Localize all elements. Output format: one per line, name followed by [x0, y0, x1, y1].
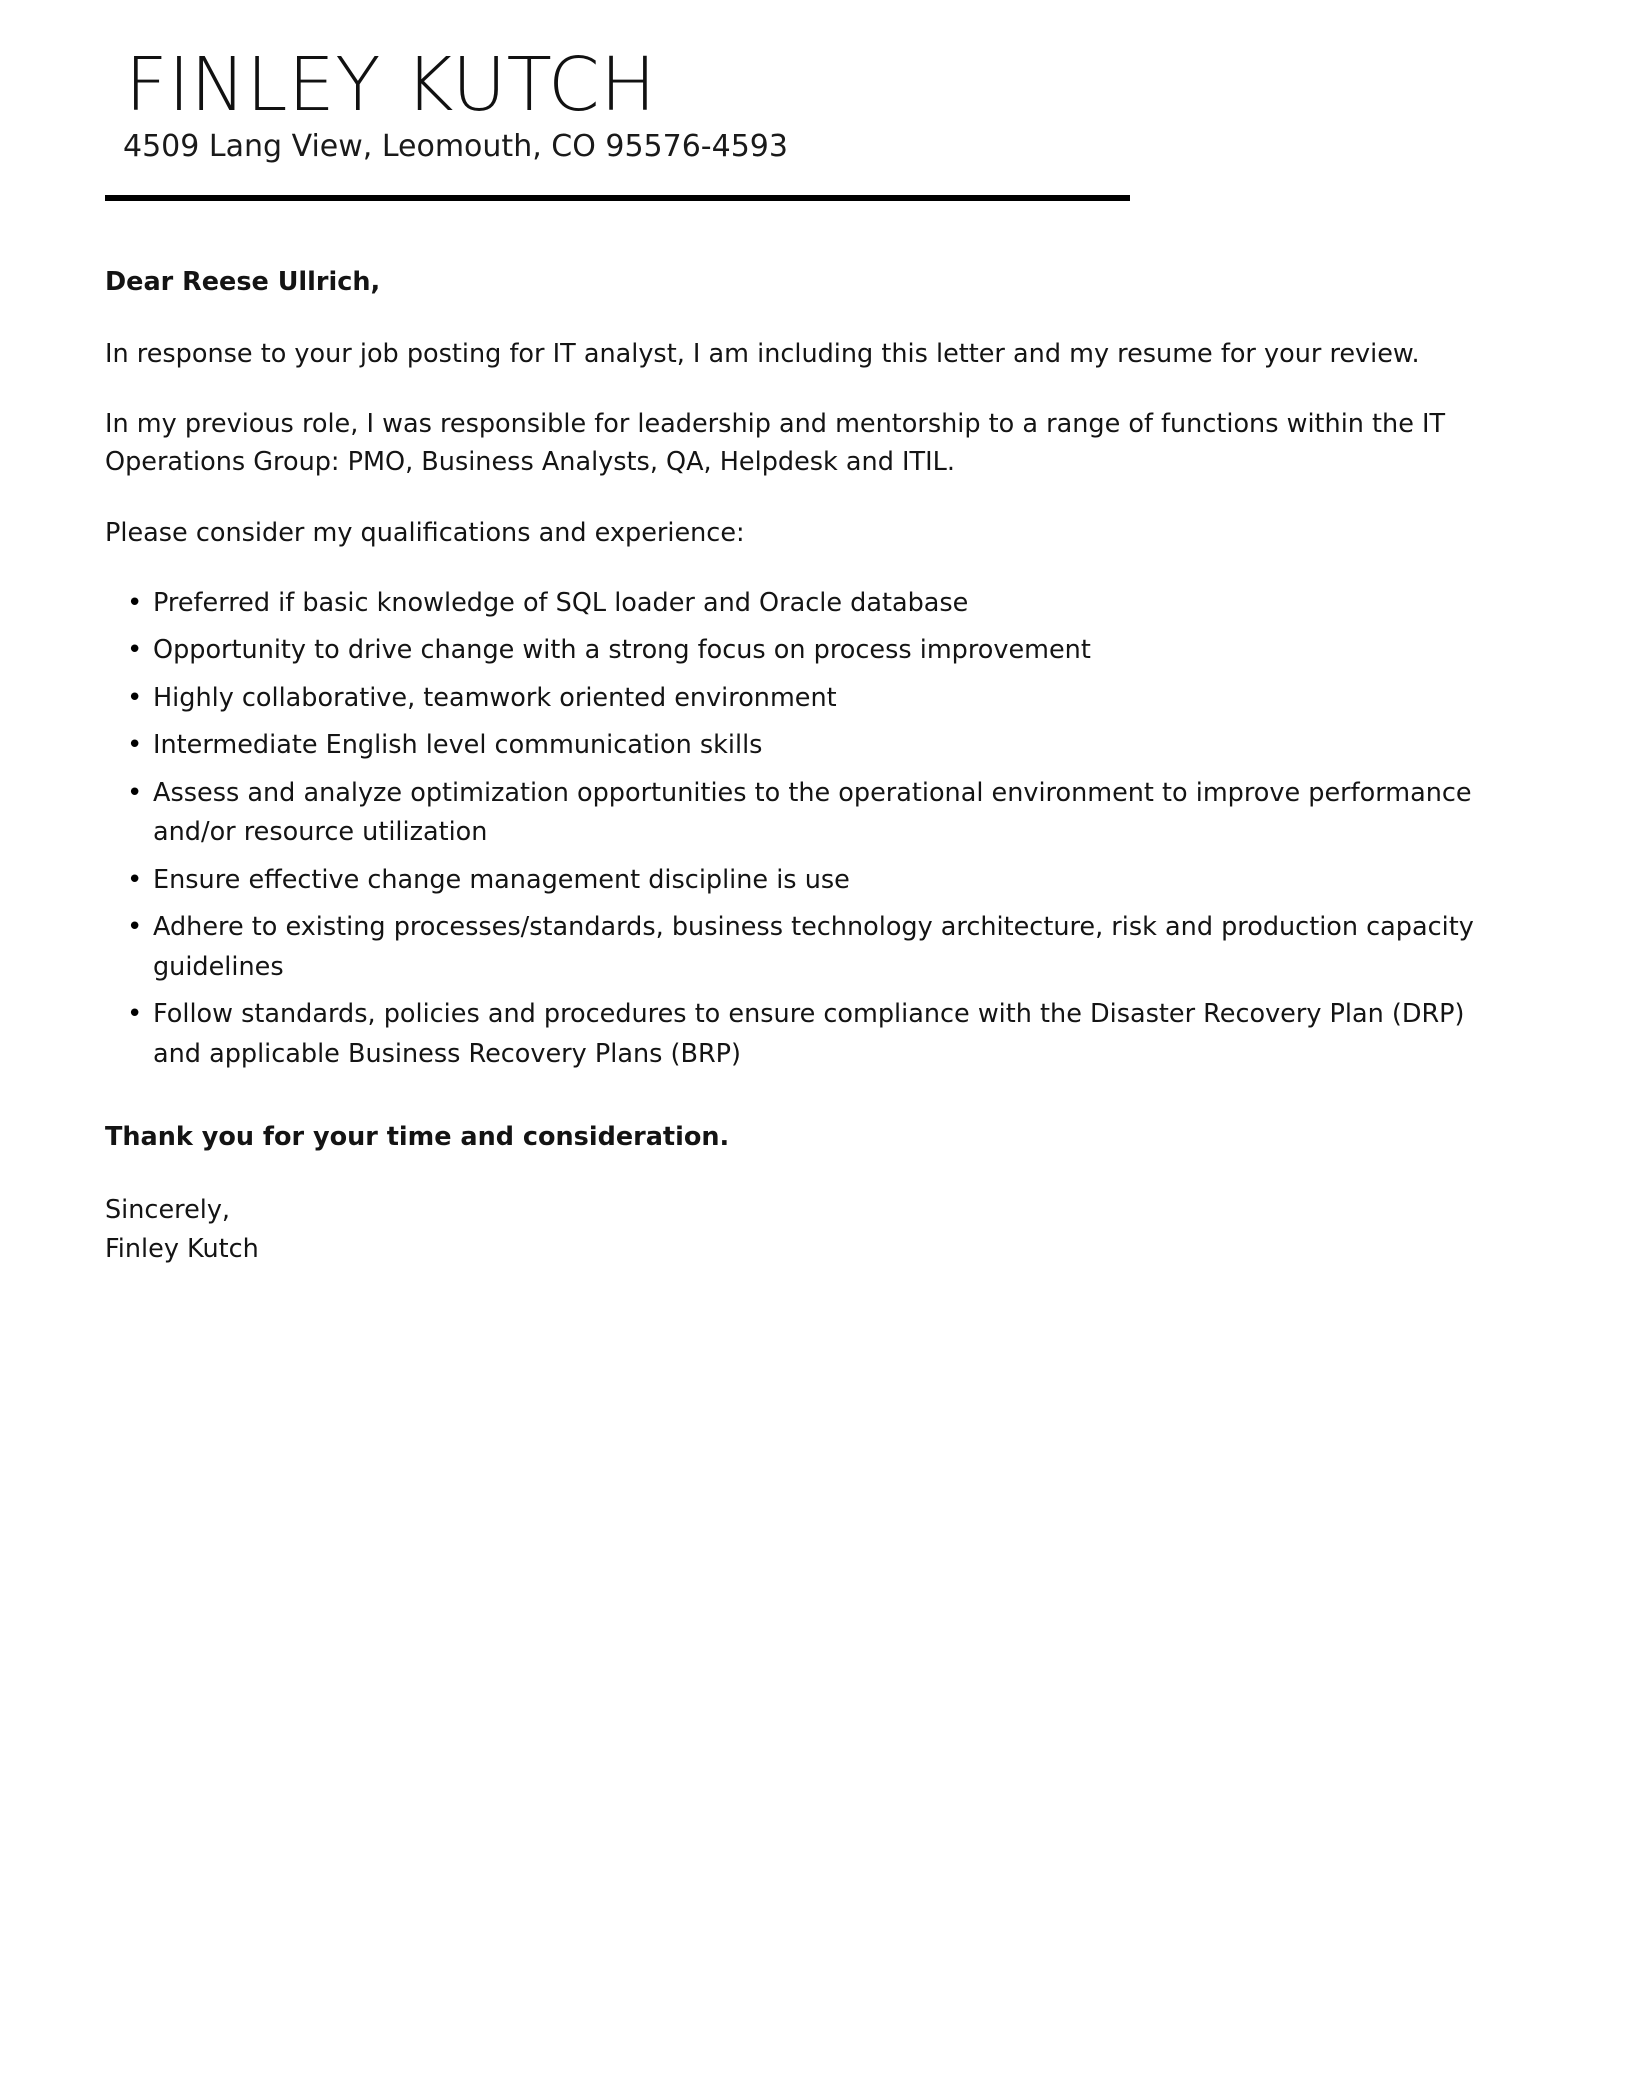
qualifications-lead-in: Please consider my qualifications and experience: [105, 517, 745, 548]
intro-paragraph: In response to your job posting for IT analyst, I am including this letter and my resume for your review. [105, 338, 1420, 369]
list-item: • Assess and analyze optimization opportunities to the operational environment to improve performance and/or resource utilization [105, 774, 1483, 853]
list-item: • Highly collaborative, teamwork oriented environment [105, 679, 1483, 719]
list-item: • Opportunity to drive change with a strong focus on process improvement [105, 631, 1483, 671]
list-item: • Intermediate English level communication skills [105, 726, 1483, 766]
thank-you-line: Thank you for your time and consideration. [105, 1122, 730, 1153]
letter-header [105, 0, 1535, 201]
letter-body [105, 263, 1535, 1270]
letter-content [105, 0, 1535, 1270]
header-divider [105, 195, 1130, 201]
list-item: • Follow standards, policies and procedures to ensure compliance with the Disaster Recovery Plan (DRP) and applicable Business Recovery Plans (BRP) [105, 995, 1483, 1074]
applicant-address: 4509 Lang View, Leomouth, CO 95576-4593 [123, 129, 788, 164]
closing-block [105, 1191, 1535, 1270]
applicant-name: FINLEY KUTCH [125, 42, 657, 128]
list-item: • Adhere to existing processes/standards, business technology architecture, risk and production capacity guidelines [105, 908, 1483, 987]
salutation: Dear Reese Ullrich, [105, 266, 381, 297]
list-item: • Ensure effective change management discipline is use [105, 861, 1483, 901]
list-item: • Preferred if basic knowledge of SQL loader and Oracle database [105, 584, 1483, 624]
qualifications-list [105, 584, 1535, 1075]
signature-name: Finley Kutch [105, 1234, 259, 1265]
signoff: Sincerely, [105, 1194, 231, 1225]
experience-paragraph: In my previous role, I was responsible for leadership and mentorship to a range of functions within the IT Operations Group: PMO, Business Analysts, QA, Helpdesk and ITIL. [105, 409, 1446, 478]
